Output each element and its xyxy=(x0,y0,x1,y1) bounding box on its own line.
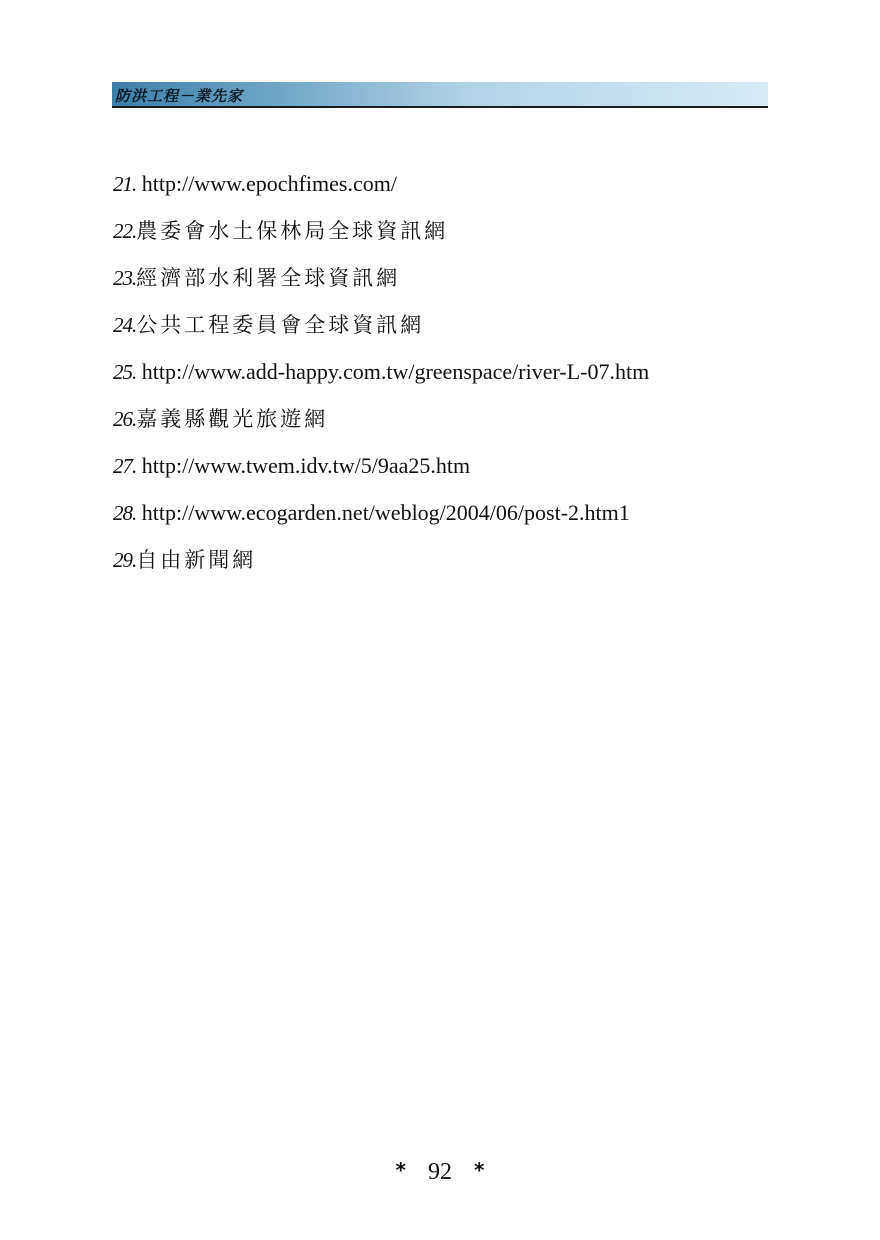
list-item xyxy=(113,168,793,215)
running-header xyxy=(112,82,768,108)
list-item xyxy=(113,450,793,497)
list-item xyxy=(113,215,793,262)
reference-number: 23. xyxy=(113,266,137,290)
footer-star-left: * xyxy=(395,1158,406,1182)
reference-number: 22. xyxy=(113,219,137,243)
list-item xyxy=(113,544,793,591)
list-item xyxy=(113,262,793,309)
list-item xyxy=(113,403,793,450)
reference-text: 嘉義縣觀光旅遊網 xyxy=(136,407,329,431)
reference-text: 公共工程委員會全球資訊網 xyxy=(136,313,425,337)
reference-number: 21. xyxy=(113,172,137,196)
reference-text: 經濟部水利署全球資訊網 xyxy=(136,266,401,290)
list-item xyxy=(113,497,793,544)
reference-text: http://www.epochfimes.com/ xyxy=(136,171,397,196)
footer-star-right: * xyxy=(474,1158,485,1182)
reference-number: 28. xyxy=(113,501,137,525)
page-footer xyxy=(0,1158,880,1186)
reference-text: http://www.add-happy.com.tw/greenspace/river-L-07.htm xyxy=(136,359,650,384)
reference-list xyxy=(113,168,793,591)
list-item xyxy=(113,356,793,403)
reference-text: 自由新聞網 xyxy=(136,548,257,572)
reference-number: 25. xyxy=(113,360,137,384)
reference-number: 29. xyxy=(113,548,137,572)
reference-number: 24. xyxy=(113,313,137,337)
reference-text: http://www.twem.idv.tw/5/9aa25.htm xyxy=(136,453,471,478)
list-item xyxy=(113,309,793,356)
page-number: 92 xyxy=(428,1159,452,1185)
running-header-title: 防洪工程－業先家 xyxy=(115,87,244,105)
reference-number: 27. xyxy=(113,454,137,478)
reference-text: http://www.ecogarden.net/weblog/2004/06/post-2.htm1 xyxy=(136,500,630,525)
reference-text: 農委會水土保林局全球資訊網 xyxy=(136,219,449,243)
reference-number: 26. xyxy=(113,407,137,431)
